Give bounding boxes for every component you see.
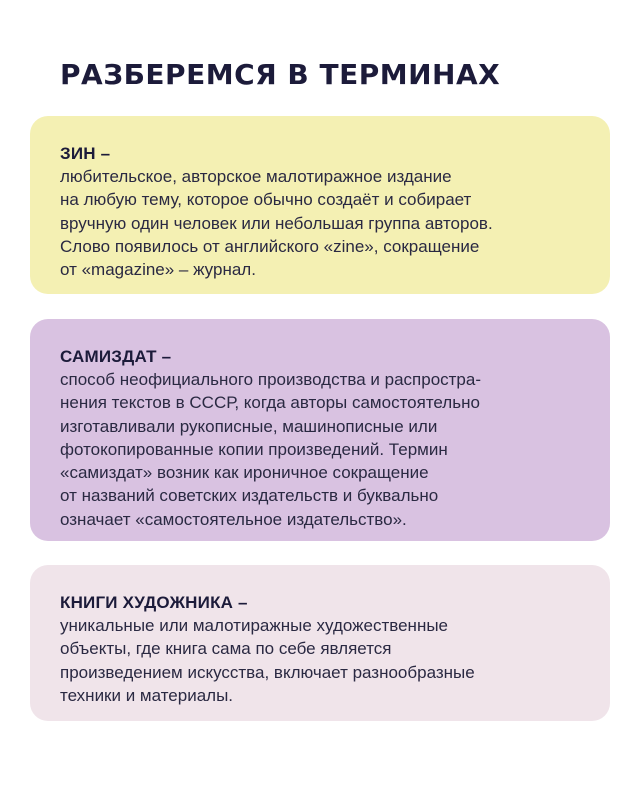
definition-line: уникальные или малотиражные художественные bbox=[60, 616, 449, 635]
definition-line: Слово появилось от английского «zine», сокращение bbox=[60, 236, 480, 256]
term-definition bbox=[60, 614, 582, 707]
definition-line: техники и материалы. bbox=[60, 685, 234, 705]
definition-line: означает «самостоятельное издательство». bbox=[60, 509, 407, 529]
definition-line: на любую тему, которое обычно создаёт и собирает bbox=[60, 190, 472, 210]
definition-line: от «magazine» – журнал. bbox=[60, 260, 256, 280]
term-definition bbox=[60, 165, 582, 281]
term-heading: САМИЗДАТ – bbox=[60, 347, 172, 366]
definition-line: «самиздат» возник как ироничное сокращение bbox=[60, 463, 429, 483]
page-title: РАЗБЕРЕМСЯ В ТЕРМИНАХ bbox=[60, 58, 501, 91]
definition-line: вручную один человек или небольшая группа авторов. bbox=[60, 213, 493, 233]
definition-line: произведением искусства, включает разнообразные bbox=[60, 662, 475, 682]
term-card-samizdat bbox=[30, 319, 610, 541]
term-heading: КНИГИ ХУДОЖНИКА – bbox=[60, 593, 248, 612]
definition-line: фотокопированные копии произведений. Термин bbox=[60, 439, 448, 459]
term-heading: ЗИН – bbox=[60, 144, 111, 163]
term-card-zine bbox=[30, 116, 610, 294]
definition-line: нения текстов в СССР, когда авторы самостоятельно bbox=[60, 393, 480, 413]
term-card-artist-books bbox=[30, 565, 610, 721]
term-definition bbox=[60, 368, 582, 531]
definition-line: способ неофициального производства и распростра- bbox=[60, 370, 482, 389]
definition-line: объекты, где книга сама по себе является bbox=[60, 639, 392, 659]
definition-line: любительское, авторское малотиражное издание bbox=[60, 167, 452, 186]
definition-line: изготавливали рукописные, машинописные или bbox=[60, 416, 438, 436]
definition-line: от названий советских издательств и буквально bbox=[60, 486, 439, 506]
